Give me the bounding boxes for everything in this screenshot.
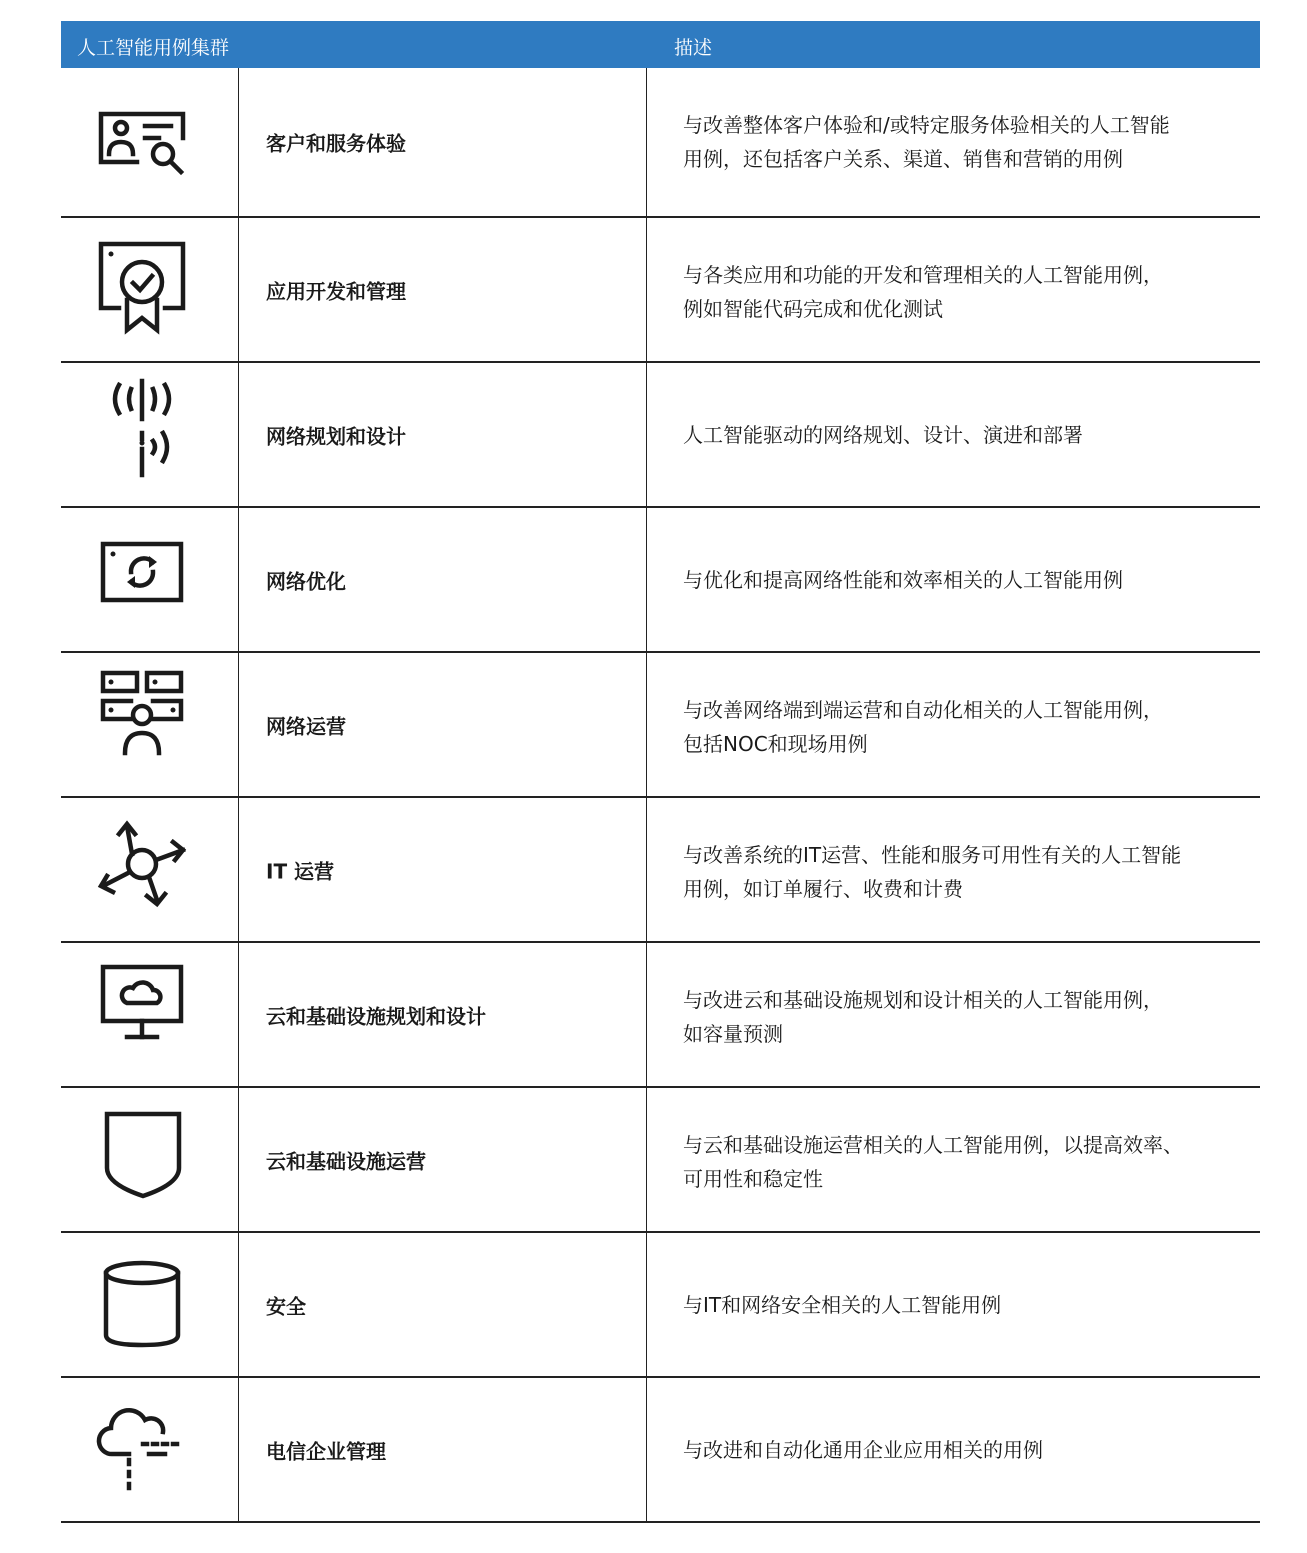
cluster-description: 人工智能驱动的网络规划、设计、演进和部署 [683,422,1083,447]
database-icon [87,1253,197,1363]
cluster-description: 与IT和网络安全相关的人工智能用例 [683,1292,1002,1317]
table-row [61,218,1260,363]
table-row [61,508,1260,653]
cluster-name: 安全 [266,1294,306,1318]
cloud-monitor-icon [87,957,197,1067]
table-row [61,943,1260,1088]
table-row [61,798,1260,943]
use-case-table [61,21,1260,1523]
cloud-network-icon [87,1394,197,1504]
cluster-description: 与各类应用和功能的开发和管理相关的人工智能用例， 例如智能代码完成和优化测试 [683,263,1163,321]
cluster-name: 网络规划和设计 [266,424,406,448]
cluster-name: 客户和服务体验 [266,131,406,156]
cluster-description: 与优化和提高网络性能和效率相关的人工智能用例 [683,567,1123,592]
cluster-name: 应用开发和管理 [266,279,406,303]
cluster-description: 与改善网络端到端运营和自动化相关的人工智能用例， 包括NOC和现场用例 [683,698,1163,756]
certificate-icon [87,238,197,348]
table-header [61,21,1260,68]
hub-arrows-icon [87,814,197,924]
table-row [61,653,1260,798]
cluster-name: 电信企业管理 [266,1439,386,1463]
header-cluster: 人工智能用例集群 [77,37,230,59]
cluster-description: 与云和基础设施运营相关的人工智能用例，以提高效率、 可用性和稳定性 [683,1133,1183,1191]
table-row [61,68,1260,218]
cluster-name: 云和基础设施规划和设计 [266,1004,486,1028]
cluster-name: 网络运营 [266,714,346,738]
cluster-description: 与改进和自动化通用企业应用相关的用例 [683,1437,1043,1462]
table-row [61,1378,1260,1523]
cluster-name: 云和基础设施运营 [266,1149,426,1173]
refresh-screen-icon [87,526,197,636]
shield-icon [87,1106,197,1216]
header-description: 描述 [674,37,713,59]
cluster-name: IT 运营 [266,859,335,883]
cluster-name: 网络优化 [266,569,346,593]
table-row [61,1088,1260,1233]
operator-panel-icon [87,665,197,775]
cluster-description: 与改进云和基础设施规划和设计相关的人工智能用例， 如容量预测 [683,988,1163,1046]
table-row [61,1233,1260,1378]
cluster-description: 与改善整体客户体验和/或特定服务体验相关的人工智能 用例，还包括客户关系、渠道、销售和营销的用例 [683,113,1170,171]
customer-search-icon [87,88,197,198]
cluster-description: 与改善系统的IT运营、性能和服务可用性有关的人工智能 用例，如订单履行、收费和计费 [683,843,1182,901]
table-row [61,363,1260,508]
antenna-signal-icon [87,373,197,483]
